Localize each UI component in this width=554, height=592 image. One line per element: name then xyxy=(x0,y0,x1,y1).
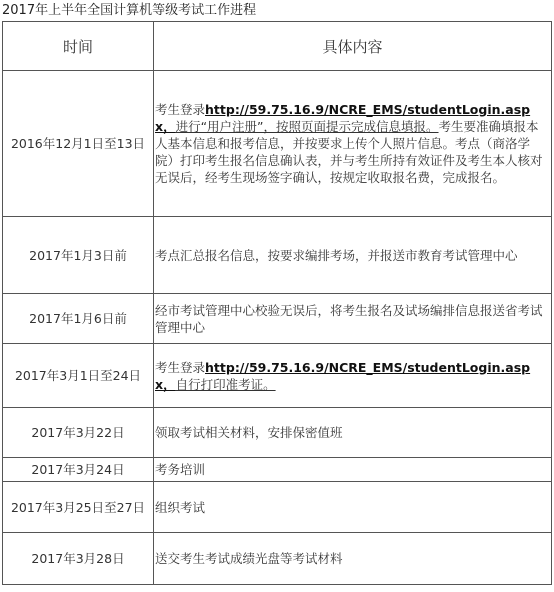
row-text: 考生登录 xyxy=(155,359,206,375)
row-text: 考生要准确填报本人基本信息和报考信息，并按要求上传个人照片信息。考点（商洛学院）打印考生报名信息确认表，并与考生所持有效证件及考生本人核对无误后，经考生现场签字确认，按规定收取报名费，完成报名。 xyxy=(155,119,543,185)
table-row xyxy=(3,533,552,585)
table-header-row xyxy=(3,22,552,71)
row-content: 考务培训 xyxy=(154,458,552,482)
table-row xyxy=(3,294,552,344)
table-caption: 2017年上半年全国计算机等级考试工作进程 xyxy=(2,3,257,18)
underlined-text: 进行“用户注册”，按照页面提示完成信息填报。 xyxy=(175,119,439,134)
admission-ticket-link[interactable]: http://59.75.16.9/NCRE_EMS/studentLogin.aspx， xyxy=(155,359,531,392)
table-row xyxy=(3,482,552,533)
row-text: 考生登录 xyxy=(155,102,206,117)
row-time: 2017年1月6日前 xyxy=(3,294,154,344)
header-time: 时间 xyxy=(3,22,154,71)
row-time: 2017年3月25日至27日 xyxy=(3,482,154,533)
row-time: 2017年3月24日 xyxy=(3,458,154,482)
table-row xyxy=(3,217,552,294)
row-content: 考点汇总报名信息，按要求编排考场，并报送市教育考试管理中心 xyxy=(154,217,552,294)
row-content: 送交考生考试成绩光盘等考试材料 xyxy=(154,533,552,585)
header-content: 具体内容 xyxy=(154,22,552,71)
table-row xyxy=(3,408,552,458)
underlined-text: 自行打印准考证。 xyxy=(175,376,276,392)
table-row xyxy=(3,71,552,217)
row-content: 经市考试管理中心校验无误后，将考生报名及试场编排信息报送省考试管理中心 xyxy=(154,294,552,344)
row-time: 2016年12月1日至13日 xyxy=(3,71,154,217)
table-row xyxy=(3,458,552,482)
row-content: 组织考试 xyxy=(154,482,552,533)
row-time: 2017年3月28日 xyxy=(3,533,154,585)
row-time: 2017年3月1日至24日 xyxy=(3,344,154,408)
table-row xyxy=(3,344,552,408)
row-content: 领取考试相关材料，安排保密值班 xyxy=(154,408,552,458)
registration-link[interactable]: http://59.75.16.9/NCRE_EMS/studentLogin.aspx， xyxy=(155,102,531,134)
schedule-table xyxy=(2,21,552,585)
row-content xyxy=(154,71,552,217)
row-time: 2017年3月22日 xyxy=(3,408,154,458)
row-time: 2017年1月3日前 xyxy=(3,217,154,294)
row-content xyxy=(154,344,552,408)
